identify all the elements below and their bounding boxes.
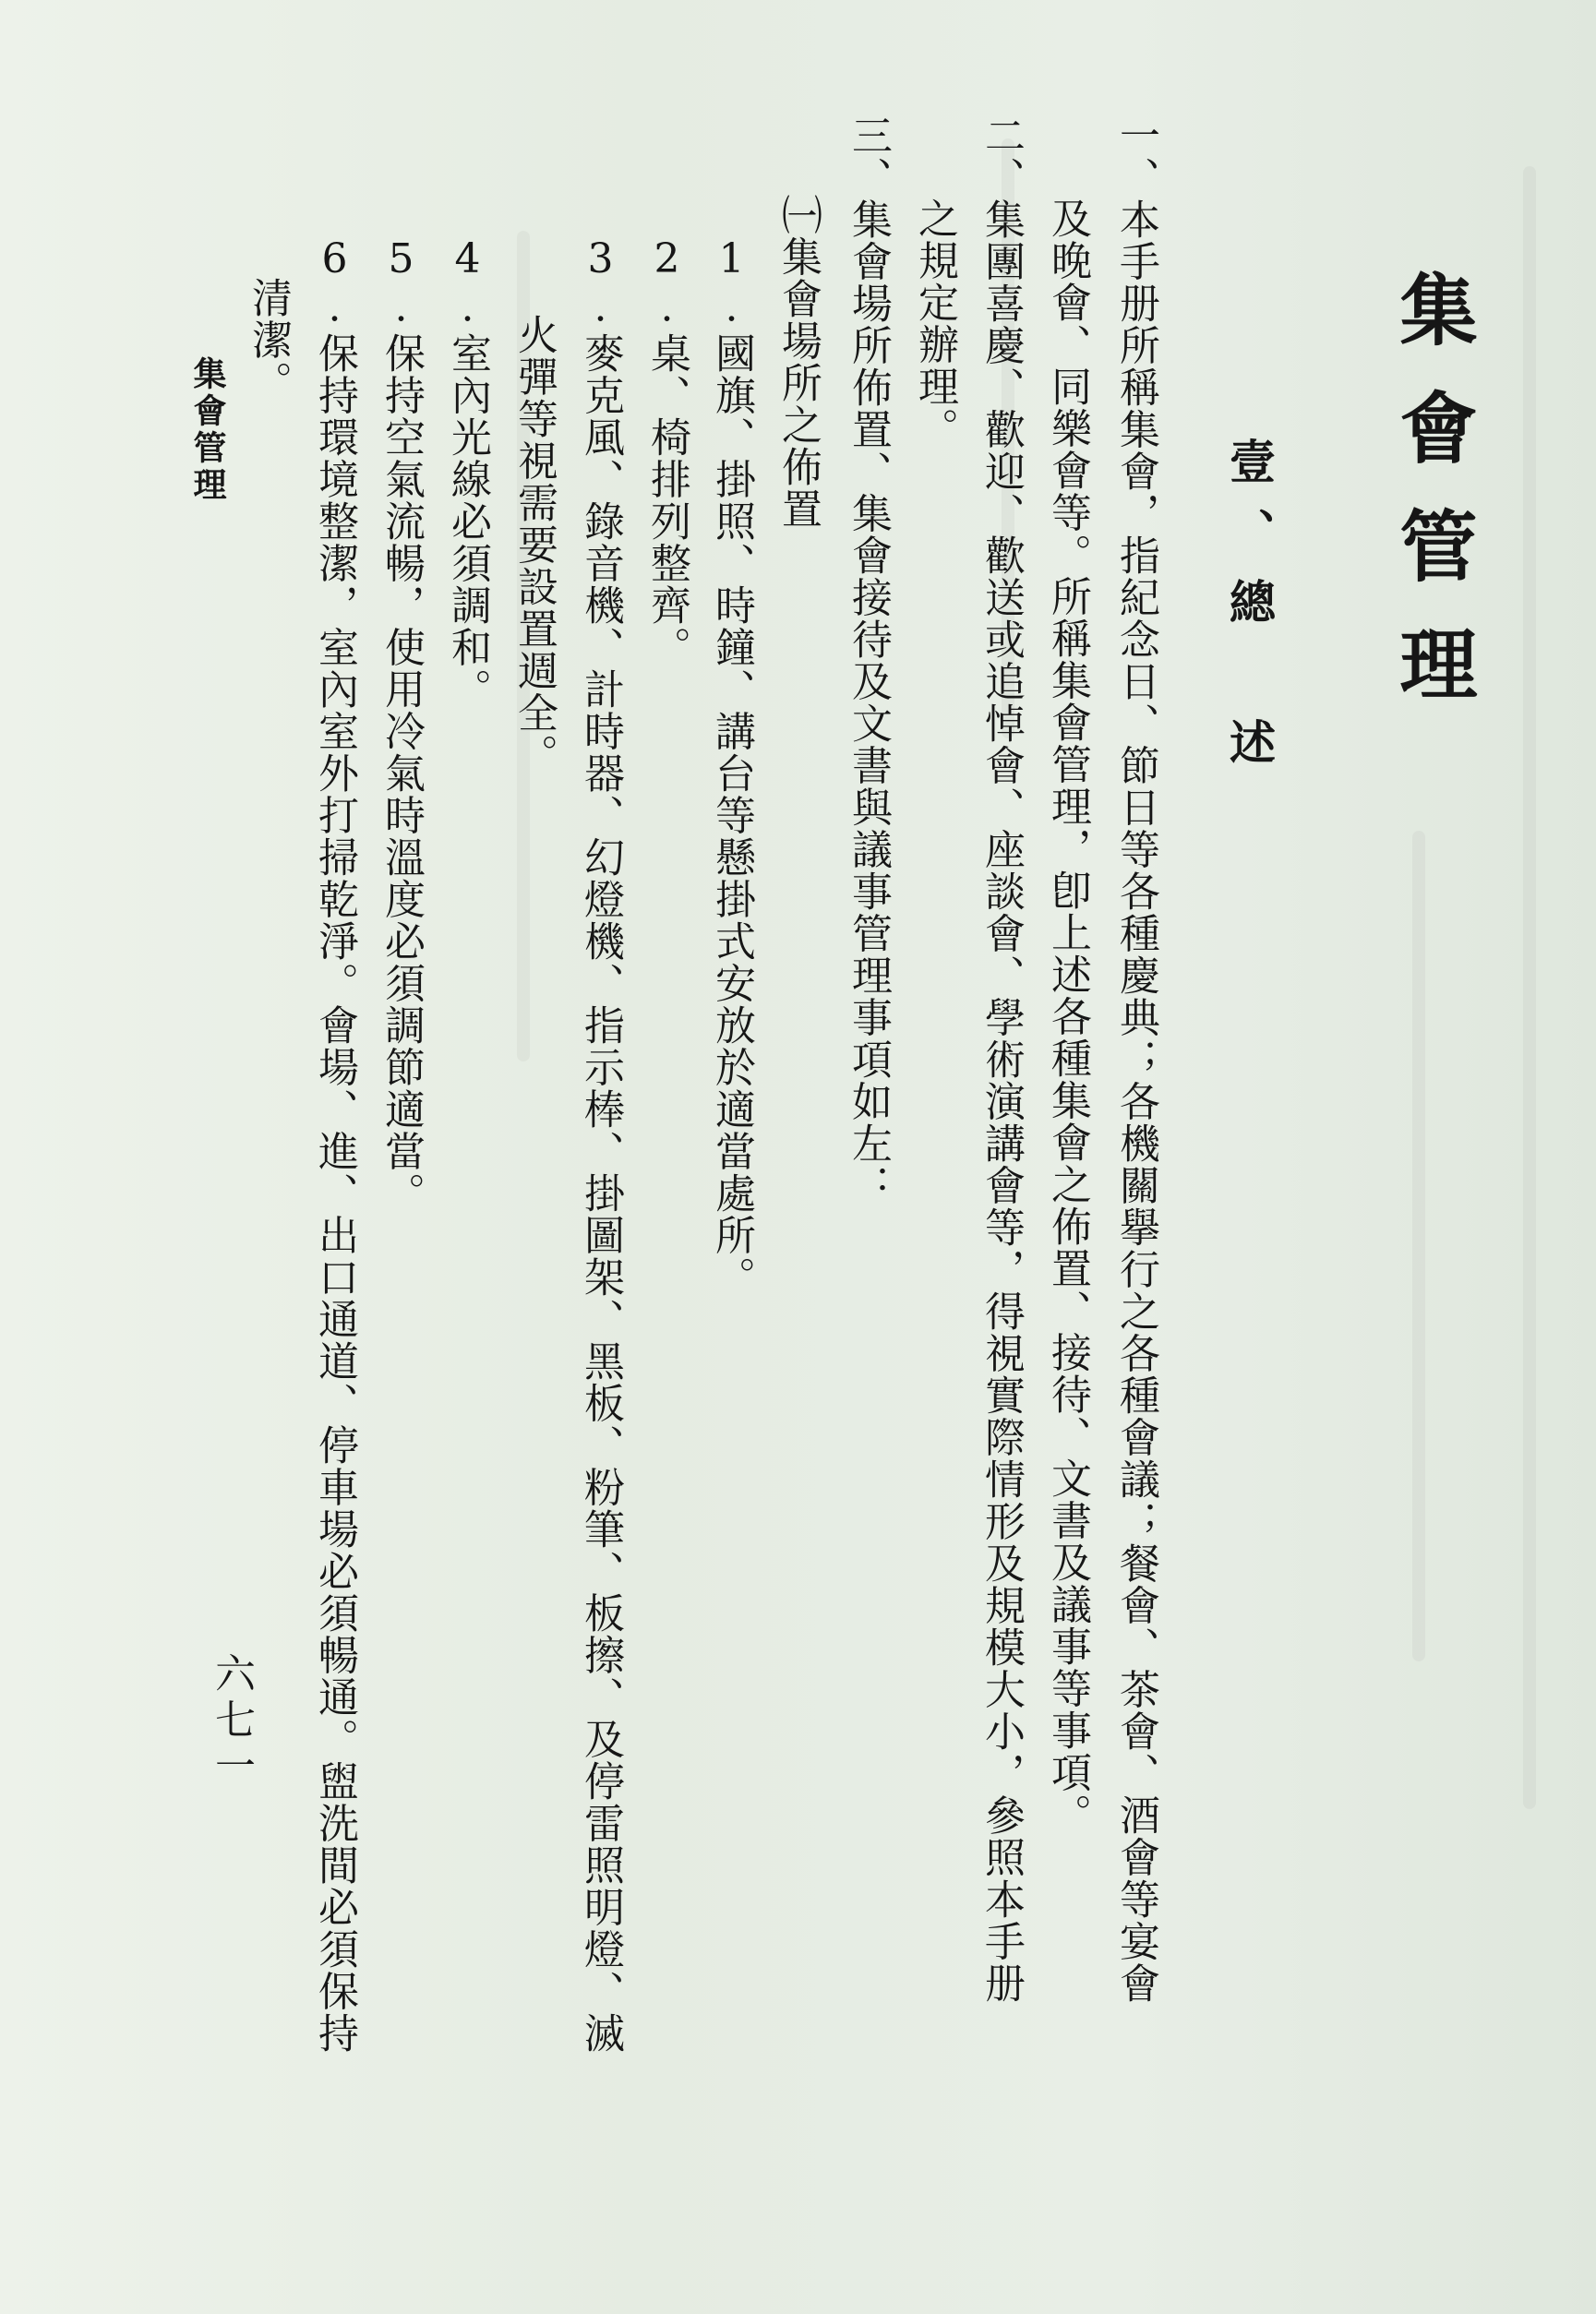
text-column: ㈠集會場所之佈置 (774, 194, 822, 530)
bleed-through-mark (1523, 166, 1536, 1809)
text-column: 6.保持環境整潔，室內室外打掃乾淨。會場、進、出口通道、停車場必須暢通。盥洗間必須保持 (311, 235, 358, 2055)
bleed-through-mark (1412, 831, 1425, 1661)
text-column: 3.麥克風、錄音機、計時器、幻燈機、指示棒、掛圖架、黑板、粉筆、板擦、及停雷照明燈、滅 (577, 235, 624, 2055)
text-column: 清潔。 (245, 277, 292, 403)
text-column: 一、本手册所稱集會，指紀念日、節日等各種慶典；各機關擧行之各種會議；餐會、茶會、酒會等宴會 (1112, 114, 1159, 2005)
text-column: 火彈等視需要設置週全。 (510, 314, 558, 776)
text-column: 二、集團喜慶、歡迎、歡送或追悼會、座談會、學術演講會等，得視實際情形及規模大小，參照本手册 (978, 114, 1025, 2005)
text-column: 2.桌、椅排列整齊。 (643, 235, 690, 668)
section-heading: 壹、總 述 (1222, 438, 1277, 788)
text-column: 及晚會、同樂會等。所稱集會管理，卽上述各種集會之佈置、接待、文書及議事等事項。 (1044, 198, 1091, 1836)
running-head: 集會管理 (188, 356, 226, 504)
page-number: 六七一 (208, 1652, 255, 1791)
text-column: 4.室內光線必須調和。 (444, 235, 491, 711)
text-column: 三、集會場所佈置、集會接待及文書與議事管理事項如左： (845, 114, 892, 1206)
text-column: 5.保持空氣流暢，使用冷氣時溫度必須調節適當。 (378, 235, 425, 1215)
text-column: 之規定辦理。 (911, 198, 958, 450)
page-title: 集會管理 (1387, 270, 1478, 742)
text-column: 1.國旗、掛照、時鐘、講台等懸掛式安放於適當處所。 (708, 235, 755, 1299)
